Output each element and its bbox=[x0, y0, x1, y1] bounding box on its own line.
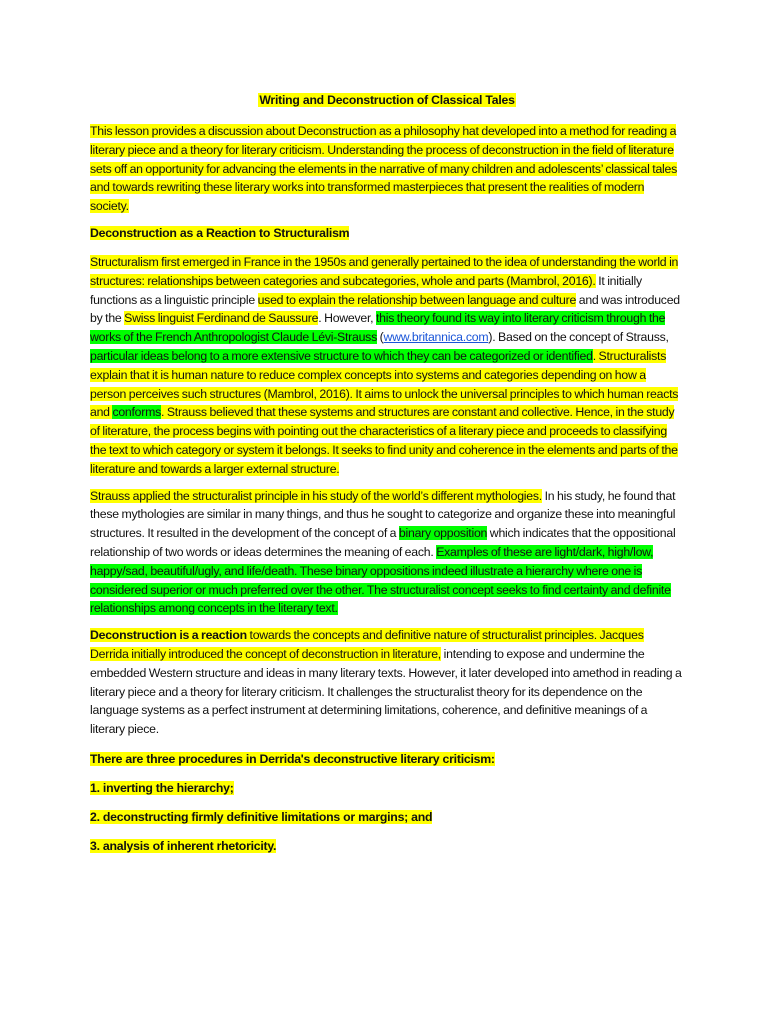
p2-d: and was introduced by the bbox=[90, 292, 680, 326]
document-title-text: Writing and Deconstruction of Classical Tales bbox=[259, 93, 515, 107]
procedure-item bbox=[90, 808, 684, 826]
p4-c: intending to expose and undermine the embedded Western structure and ideas in many literary texts. However, it later developed into amethod in reading a literary piece and a theory for literary criticism. It challenges the structuralist theory for its dependence on the language systems as a perfect instrument at determining limitations, coherence, and definitive meanings of a literary piece. bbox=[90, 646, 682, 737]
p2-m: . Strauss believed that these systems and structures are constant and collective. Hence, in the study of literature, the process begins with pointing out the characteristics of a literary piece and proceeds to classifying the text to which category or system it belongs. It seeks to find unity and coherence in the elements and parts of the literature and towards a larger external structure. bbox=[90, 405, 678, 476]
p2-f: . However, bbox=[318, 311, 376, 326]
p2-h: ( bbox=[376, 330, 384, 345]
p2-c: used to explain the relationship between language and culture bbox=[257, 292, 577, 307]
intro-text-plain: This lesson provides a discussion about Deconstruction as a philosophy bbox=[90, 124, 463, 138]
p2-a: Structuralism first emerged in France in the 1950s and generally pertained to the idea of understanding the world in structures: relationships between categories and subcategories, whole and parts (Mambrol, 2016). bbox=[90, 254, 679, 288]
procedure-item bbox=[90, 837, 684, 855]
p2-b: It initially functions as a linguistic principle bbox=[90, 273, 642, 307]
p4-b: towards the concepts and definitive nature of structuralist principles. Jacques Derrida initially introduced the concept of deconstruction in literature, bbox=[90, 628, 644, 661]
intro-paragraph bbox=[90, 122, 684, 216]
section-heading bbox=[90, 224, 684, 242]
p3-a: Strauss applied the structuralist principle in his study of the world’s different mythologies. bbox=[90, 488, 542, 503]
p3-b: In his study, he found that these mythologies are similar in many things, and thus he sought to categorize and organize these into meaningful structures. It resulted in the development of the concept of a bbox=[90, 488, 676, 541]
mythologies-paragraph bbox=[90, 487, 684, 619]
procedures-intro bbox=[90, 750, 684, 768]
p3-e: Examples of these are light/dark, high/low, happy/sad, beautiful/ugly, and life/death. These binary oppositions indeed illustrate a hierarchy where one is considered superior or much preferred over the other. The structuralist concept seeks to find certainty and definite relationships among concepts in the literary text. bbox=[90, 544, 671, 616]
p2-g: this theory found its way into literary criticism through the works of the French Anthropologist Claude Lévi-Strauss bbox=[90, 311, 666, 345]
procedure-item-2: 2. deconstructing firmly definitive limitations or margins; and bbox=[90, 809, 433, 824]
procedure-item bbox=[90, 779, 684, 797]
p4-a: Deconstruction is a reaction bbox=[90, 628, 247, 643]
britannica-link[interactable]: www.britannica.com bbox=[383, 330, 489, 345]
procedure-item-3: 3. analysis of inherent rhetoricity. bbox=[90, 838, 277, 853]
p2-i: ). Based on the concept of Strauss, bbox=[488, 330, 669, 345]
p3-c: binary opposition bbox=[398, 526, 488, 541]
p2-e: Swiss linguist Ferdinand de Saussure bbox=[124, 311, 319, 326]
p3-d: which indicates that the oppositional relationship of two words or ideas determines the meaning of each. bbox=[90, 526, 676, 559]
section-heading-text: Deconstruction as a Reaction to Structuralism bbox=[90, 225, 350, 240]
procedures-intro-text: There are three procedures in Derrida's deconstructive literary criticism: bbox=[90, 751, 495, 766]
deconstruction-paragraph bbox=[90, 626, 684, 739]
intro-text-highlight: hat developed into a method for reading a literary piece and a theory for literary criticism. Understanding the process of deconstruction in the field of literature sets off an opportunity for advancing the elements in the narrative of many children and adolescents’ classical tales and towards rewriting these literary works into transformed masterpieces that present the realities of modern society. bbox=[90, 124, 678, 214]
document-title bbox=[90, 92, 684, 108]
procedure-item-1: 1. inverting the hierarchy; bbox=[90, 780, 234, 795]
p2-k: . Structuralists explain that it is human nature to reduce complex concepts into systems and categories depending on how a person perceives such structures (Mambrol, 2016). It aims to unlock the universal principles to which human reacts and bbox=[90, 348, 679, 420]
p2-j: particular ideas belong to a more extensive structure to which they can be categorized or identified bbox=[90, 348, 593, 363]
structuralism-paragraph bbox=[90, 253, 684, 479]
p2-l: conforms bbox=[112, 405, 162, 420]
